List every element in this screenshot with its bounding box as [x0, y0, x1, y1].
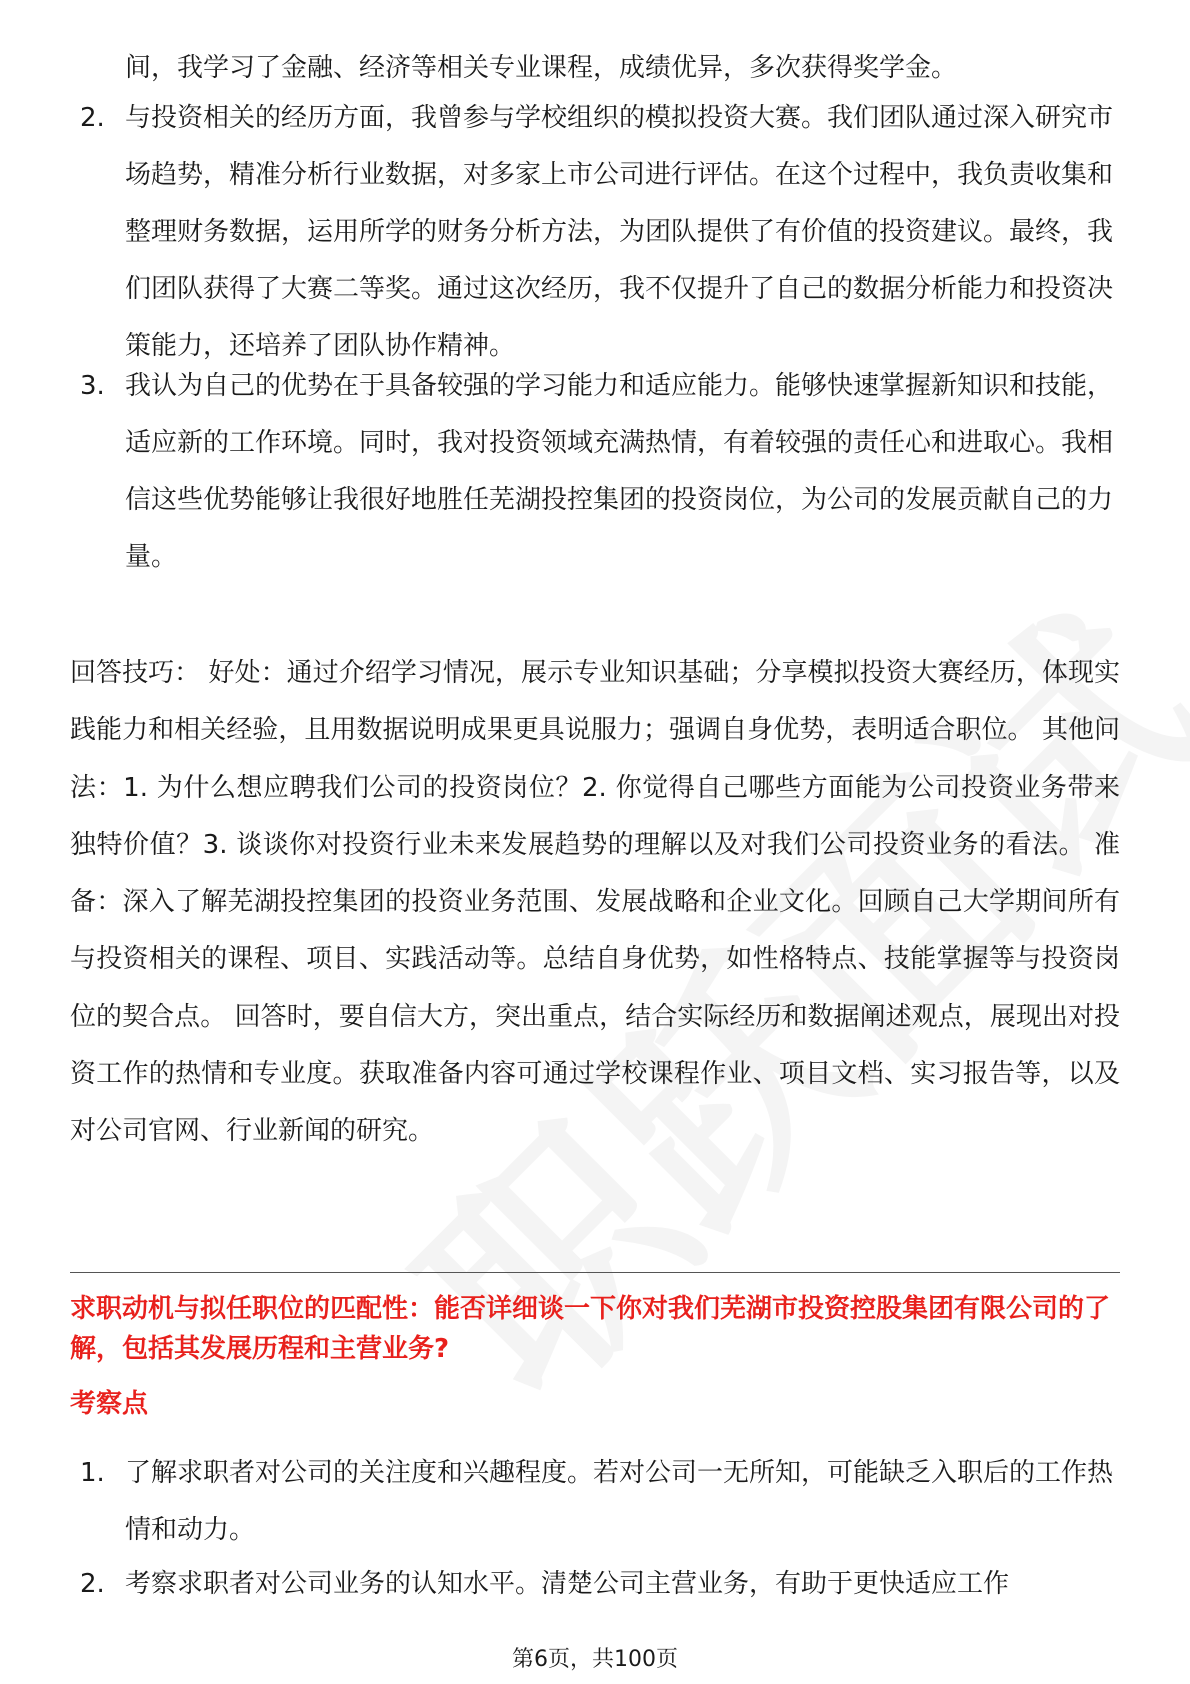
list-item	[80, 1556, 1120, 1613]
list-item-text: 考察求职者对公司业务的认知水平。清楚公司主营业务，有助于更快适应工作	[125, 1569, 1010, 1599]
list-item-text: 与投资相关的经历方面，我曾参与学校组织的模拟投资大赛。我们团队通过深入研究市场趋势，精准分析行业数据，对多家上市公司进行评估。在这个过程中，我负责收集和整理财务数据，运用所学的财务分析方法，为团队提供了有价值的投资建议。最终，我们团队获得了大赛二等奖。通过这次经历，我不仅提升了自己的数据分析能力和投资决策能力，还培养了团队协作精神。	[125, 103, 1114, 361]
continued-paragraph: 间，我学习了金融、经济等相关专业课程，成绩优异，多次获得奖学金。	[125, 53, 958, 83]
list-item-text: 我认为自己的优势在于具备较强的学习能力和适应能力。能够快速掌握新知识和技能，适应新的工作环境。同时，我对投资领域充满热情，有着较强的责任心和进取心。我相信这些优势能够让我很好地胜任芜湖投控集团的投资岗位，为公司的发展贡献自己的力量。	[125, 371, 1114, 572]
answer-tips-paragraph: 回答技巧： 好处：通过介绍学习情况，展示专业知识基础；分享模拟投资大赛经历，体现实践能力和相关经验，且用数据说明成果更具说服力；强调自身优势，表明适合职位。 其他问法：1. 为什么想应聘我们公司的投资岗位？2. 你觉得自己哪些方面能为公司投资业务带来独特价值？3. 谈谈你对投资行业未来发展趋势的理解以及对我们公司投资业务的看法。 准备：深入了解芜湖投控集团的投资业务范围、发展战略和企业文化。回顾自己大学期间所有与投资相关的课程、项目、实践活动等。总结自身优势，如性格特点、技能掌握等与投资岗位的契合点。 回答时，要自信大方，突出重点，结合实际经历和数据阐述观点，展现出对投资工作的热情和专业度。获取准备内容可通过学校课程作业、项目文档、实习报告等，以及对公司官网、行业新闻的研究。	[70, 658, 1120, 1147]
list-item	[80, 1445, 1120, 1559]
list-number: 1.	[80, 1458, 105, 1488]
section-divider	[70, 1272, 1120, 1273]
list-item	[80, 358, 1120, 586]
list-item	[80, 90, 1120, 375]
list-number: 3.	[80, 371, 105, 401]
question-heading: 求职动机与拟任职位的匹配性：能否详细谈一下你对我们芜湖市投资控股集团有限公司的了解，包括其发展历程和主营业务?	[70, 1294, 1111, 1364]
section-label: 考察点	[70, 1389, 149, 1419]
list-number: 2.	[80, 103, 105, 133]
list-item-text: 了解求职者对公司的关注度和兴趣程度。若对公司一无所知，可能缺乏入职后的工作热情和动力。	[125, 1458, 1114, 1545]
page-footer: 第6页，共100页	[512, 1647, 678, 1672]
list-number: 2.	[80, 1569, 105, 1599]
